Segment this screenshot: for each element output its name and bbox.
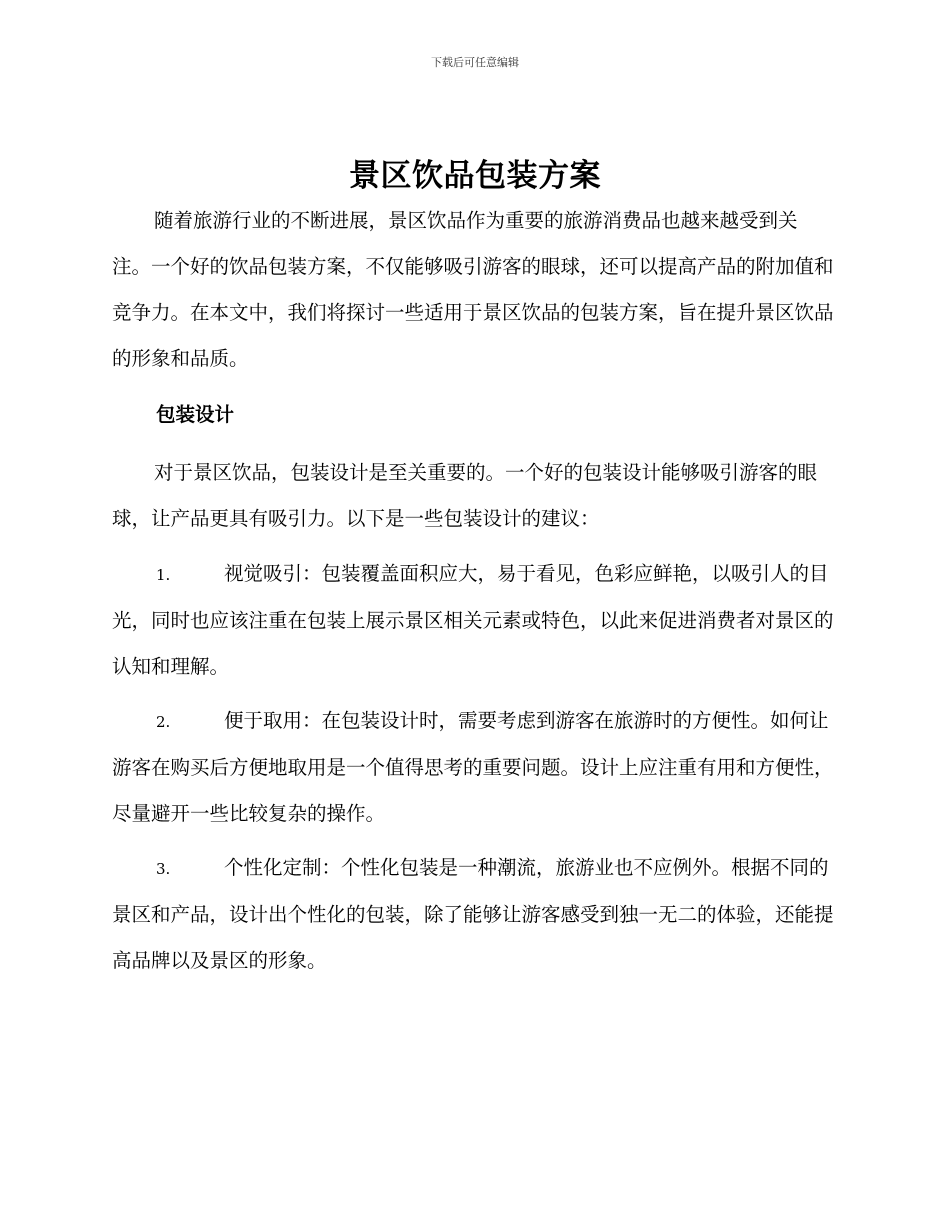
intro-paragraph: 随着旅游行业的不断进展，景区饮品作为重要的旅游消费品也越来越受到关注。一个好的饮品包装方案，不仅能够吸引游客的眼球，还可以提高产品的附加值和竞争力。在本文中，我们将探讨一些适用于景区饮品的包装方案，旨在提升景区饮品的形象和品质。 <box>112 209 834 370</box>
list-item-text: 视觉吸引：包装覆盖面积应大，易于看见，色彩应鲜艳，以吸引人的目光，同时也应该注重在包装上展示景区相关元素或特色，以此来促进消费者对景区的认知和理解。 <box>112 562 834 678</box>
list-item-number: 1. <box>156 566 171 584</box>
section-heading: 包装设计 <box>156 403 235 426</box>
list-item <box>112 698 834 837</box>
list-item-text: 便于取用：在包装设计时，需要考虑到游客在旅游时的方便性。如何让游客在购买后方便地取用是一个值得思考的重要问题。设计上应注重有用和方便性，尽量避开一些比较复杂的操作。 <box>112 709 834 825</box>
list-item <box>112 551 834 690</box>
list-item-number: 2. <box>156 713 171 731</box>
list-item-text: 个性化定制：个性化包装是一种潮流，旅游业也不应例外。根据不同的景区和产品，设计出个性化的包装，除了能够让游客感受到独一无二的体验，还能提高品牌以及景区的形象。 <box>112 856 834 972</box>
section-intro-paragraph: 对于景区饮品，包装设计是至关重要的。一个好的包装设计能够吸引游客的眼球，让产品更具有吸引力。以下是一些包装设计的建议： <box>112 461 818 530</box>
header-note: 下载后可任意编辑 <box>431 56 519 69</box>
list-item <box>112 845 834 984</box>
list-item-number: 3. <box>156 860 171 878</box>
document-title: 景区饮品包装方案 <box>349 158 601 194</box>
